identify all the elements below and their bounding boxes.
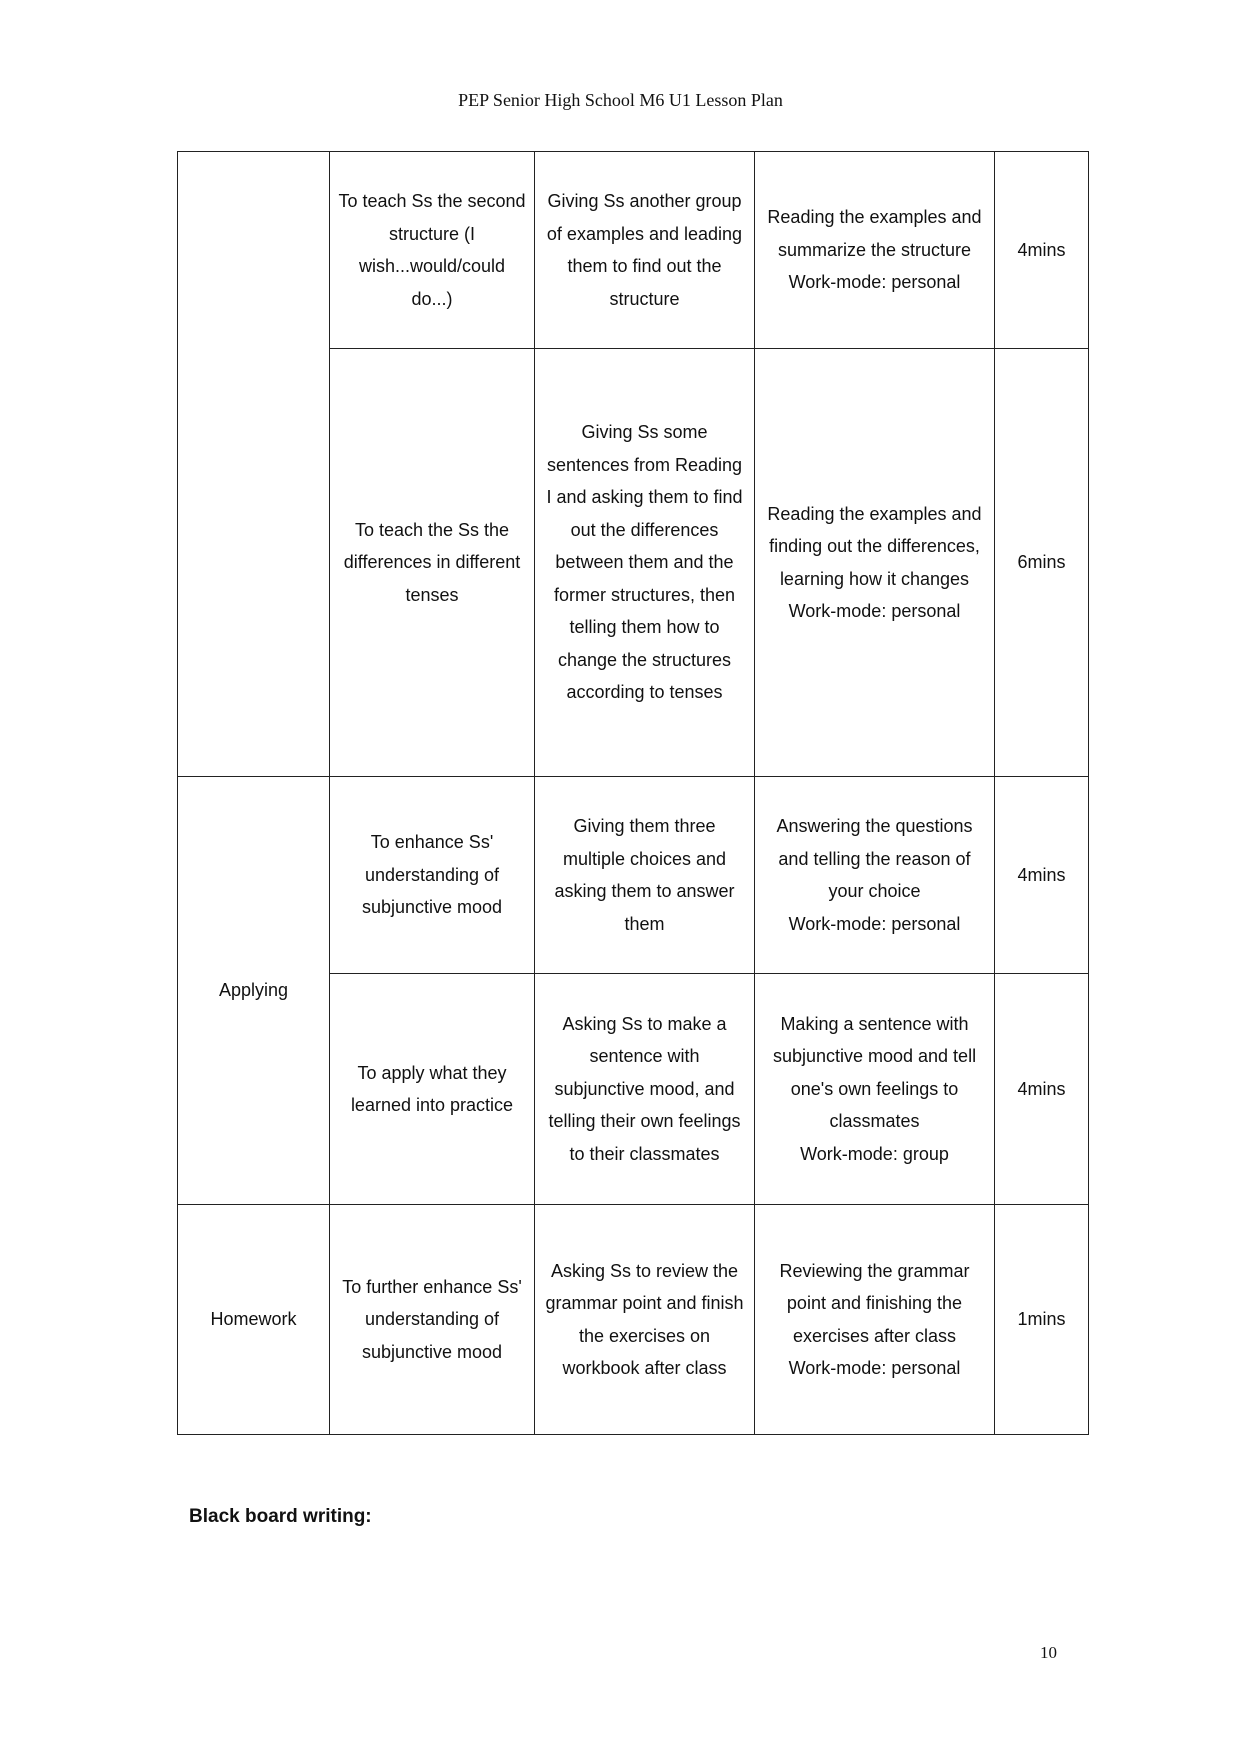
table-row: [178, 1205, 1089, 1435]
table-row: [178, 777, 1089, 974]
objective-cell: To apply what they learned into practice: [330, 974, 535, 1205]
stage-cell: Homework: [178, 1205, 330, 1435]
student-activity-text: Reading the examples and summarize the structure: [767, 207, 982, 260]
lesson-plan-table: [177, 151, 1089, 1435]
student-activity-text: Reviewing the grammar point and finishing the exercises after class: [779, 1260, 970, 1346]
blackboard-writing-label: Black board writing:: [189, 1506, 372, 1527]
time-cell: 4mins: [995, 777, 1089, 974]
objective-cell: To teach the Ss the differences in different tenses: [330, 349, 535, 777]
student-activity-cell: [755, 152, 995, 349]
student-activity-cell: [755, 777, 995, 974]
objective-cell: To teach Ss the second structure (I wish...would/could do...): [330, 152, 535, 349]
time-cell: 4mins: [995, 152, 1089, 349]
objective-cell: To further enhance Ss' understanding of subjunctive mood: [330, 1205, 535, 1435]
work-mode-text: Work-mode: personal: [788, 1358, 961, 1378]
stage-cell: Applying: [178, 777, 330, 1205]
teacher-activity-cell: Asking Ss to make a sentence with subjunctive mood, and telling their own feelings to their classmates: [535, 974, 755, 1205]
teacher-activity-cell: Giving them three multiple choices and asking them to answer them: [535, 777, 755, 974]
time-cell: 1mins: [995, 1205, 1089, 1435]
work-mode-text: Work-mode: personal: [788, 913, 961, 934]
student-activity-cell: [755, 349, 995, 777]
page-number: 10: [1040, 1643, 1057, 1662]
student-activity-text: Answering the questions and telling the reason of your choice: [776, 816, 973, 901]
student-activity-cell: [755, 974, 995, 1205]
time-cell: 4mins: [995, 974, 1089, 1205]
work-mode-text: Work-mode: personal: [788, 601, 961, 621]
student-activity-text: Making a sentence with subjunctive mood and tell one's own feelings to classmates: [772, 1013, 977, 1132]
table-row: [178, 152, 1089, 349]
stage-cell: [178, 152, 330, 777]
objective-cell: To enhance Ss' understanding of subjunctive mood: [330, 777, 535, 974]
teacher-activity-cell: Giving Ss another group of examples and leading them to find out the structure: [535, 152, 755, 349]
student-activity-text: Reading the examples and finding out the differences, learning how it changes: [767, 503, 982, 589]
teacher-activity-cell: Asking Ss to review the grammar point and finish the exercises on workbook after class: [535, 1205, 755, 1435]
time-cell: 6mins: [995, 349, 1089, 777]
work-mode-text: Work-mode: group: [800, 1143, 949, 1164]
work-mode-text: Work-mode: personal: [788, 272, 961, 293]
page-header: PEP Senior High School M6 U1 Lesson Plan: [458, 90, 783, 110]
teacher-activity-cell: Giving Ss some sentences from Reading I and asking them to find out the differences between them and the former structures, then telling them how to change the structures according to tenses: [535, 349, 755, 777]
student-activity-cell: [755, 1205, 995, 1435]
